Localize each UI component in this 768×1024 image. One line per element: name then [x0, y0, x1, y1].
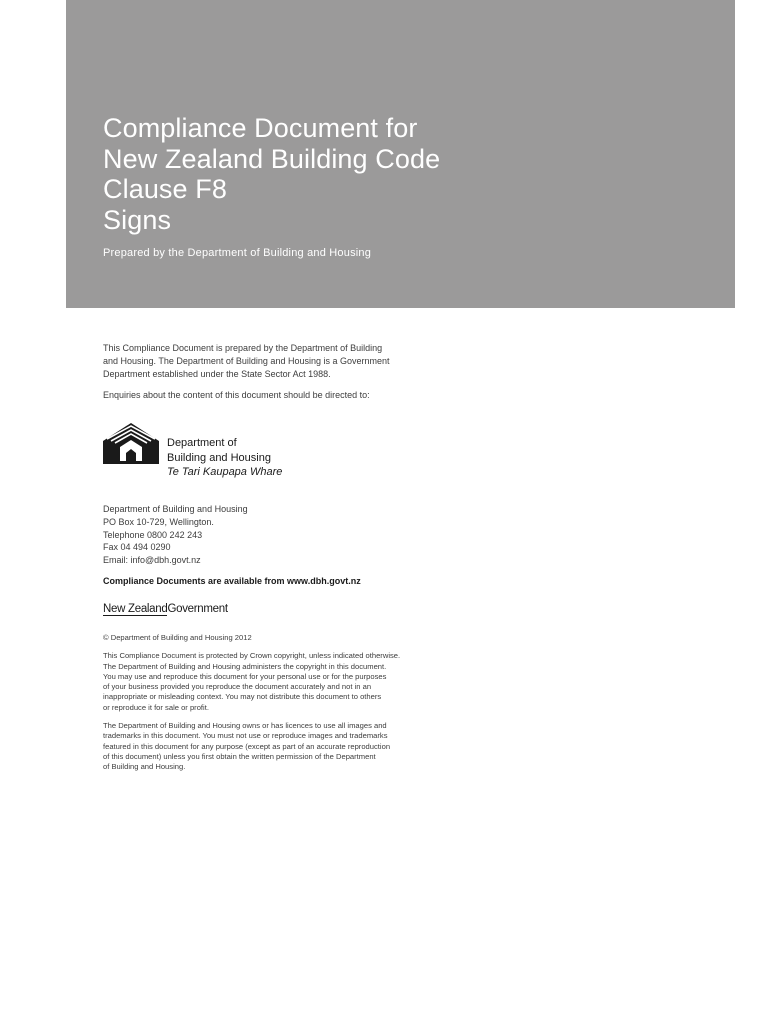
document-body: [103, 342, 448, 781]
contact-po-box: PO Box 10-729, Wellington.: [103, 516, 214, 527]
document-subtitle: Prepared by the Department of Building and Housing: [103, 247, 372, 259]
title-line-1: Compliance Document for: [103, 113, 418, 143]
logo-line-3: Te Tari Kaupapa Whare: [167, 466, 283, 478]
nz-government-part-2: Government: [167, 602, 228, 615]
title-line-3: Clause F8: [103, 174, 227, 204]
crown-copyright-paragraph: This Compliance Document is protected by Crown copyright, unless indicated otherwise. The Department of Building and Housing administers the copyright in this document. You may use and reproduce this document for your personal use or for the purposes of your business provided you reproduce the document accurately and not in an inappropriate or misleading context. You may not distribute this document to others or reproduce it for sale or profit.: [103, 651, 401, 712]
intro-paragraph: This Compliance Document is prepared by the Department of Building and Housing. The Department of Building and Housing is a Government Department established under the State Sector Act 1988.: [103, 343, 390, 379]
enquiries-text: Enquiries about the content of this document should be directed to:: [103, 390, 370, 400]
contact-address: [103, 503, 448, 567]
copyright-line: © Department of Building and Housing 2012: [103, 632, 252, 642]
house-logo-icon: [103, 423, 159, 465]
availability-notice: Compliance Documents are available from www.dbh.govt.nz: [103, 575, 361, 586]
dbh-logo: [103, 423, 303, 483]
legal-notice: [103, 633, 448, 773]
contact-email: Email: info@dbh.govt.nz: [103, 555, 201, 566]
logo-line-1: Department of: [167, 437, 237, 449]
document-title: [103, 113, 440, 235]
title-line-4: Signs: [103, 204, 172, 235]
contact-name: Department of Building and Housing: [103, 504, 248, 514]
logo-line-2: Building and Housing: [167, 451, 271, 464]
contact-fax: Fax 04 494 0290: [103, 542, 171, 553]
contact-telephone: Telephone 0800 242 243: [103, 529, 203, 540]
nz-government-logo: [103, 603, 448, 615]
images-paragraph: The Department of Building and Housing owns or has licences to use all images and trademarks in this document. You must not use or reproduce images and trademarks featured in this document for any purpose (except as part of an accurate reproduction of this document) unless you first obtain the written permission of the Department of Building and Housing.: [103, 721, 391, 772]
cover-header: [66, 0, 735, 308]
nz-government-part-1: New Zealand: [103, 602, 168, 615]
title-line-2: New Zealand Building Code: [103, 143, 441, 174]
logo-text: [167, 436, 282, 480]
